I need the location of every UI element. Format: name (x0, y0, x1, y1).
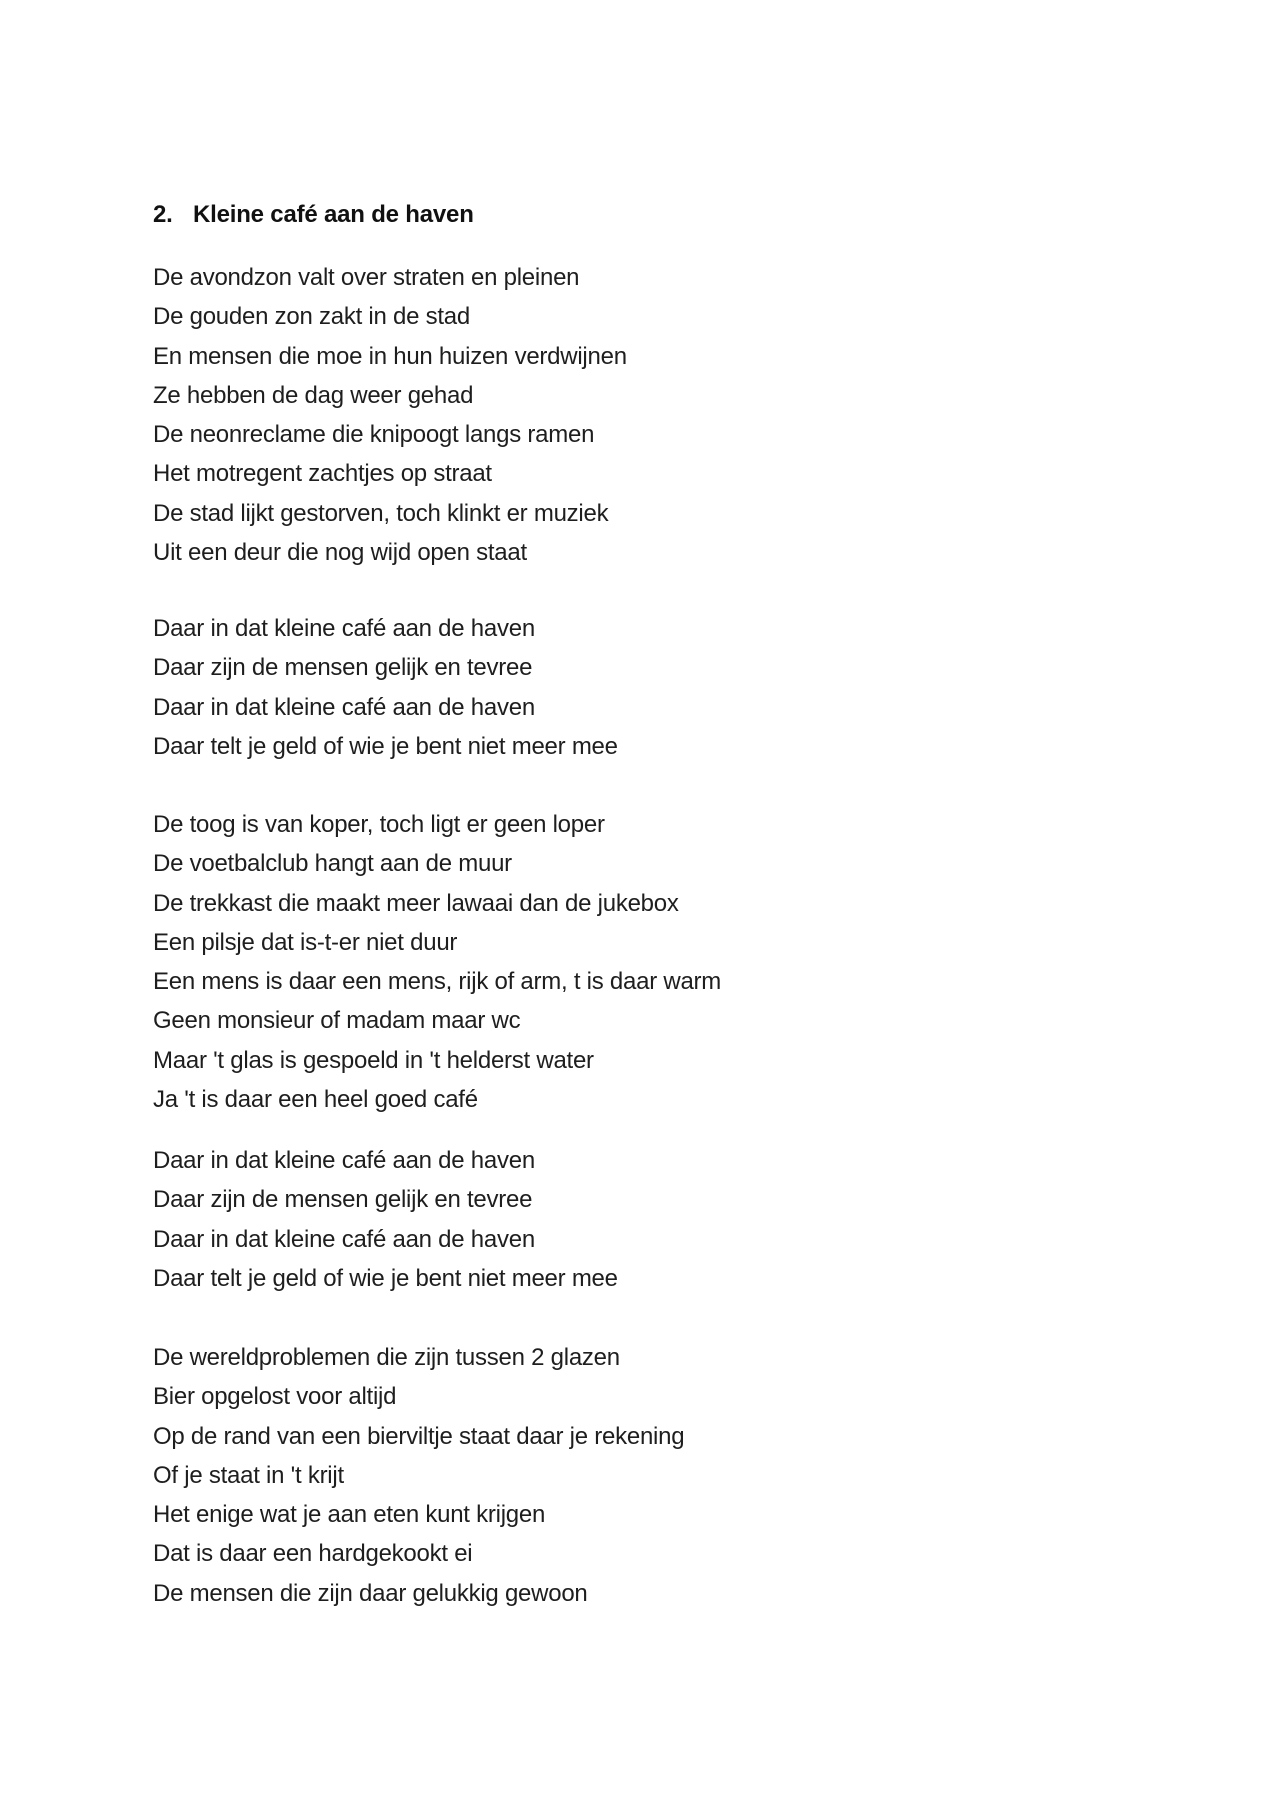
lyric-line: Daar telt je geld of wie je bent niet meer mee (153, 732, 618, 760)
lyric-line: Daar in dat kleine café aan de haven (153, 615, 535, 642)
lyric-line: Daar in dat kleine café aan de haven (153, 693, 535, 721)
lyric-line: Maar 't glas is gespoeld in 't helderst water (153, 1046, 594, 1074)
lyric-line: Geen monsieur of madam maar wc (153, 1007, 521, 1035)
song-title-heading (153, 195, 474, 234)
lyric-line: Daar zijn de mensen gelijk en tevree (153, 1186, 533, 1214)
lyric-line: Daar in dat kleine café aan de haven (153, 1225, 535, 1253)
lyric-line: Daar zijn de mensen gelijk en tevree (153, 654, 533, 682)
chorus-2 (153, 1141, 618, 1298)
lyric-line: De mensen die zijn daar gelukkig gewoon (153, 1579, 588, 1607)
lyric-line: Op de rand van een bierviltje staat daar je rekening (153, 1422, 685, 1450)
lyric-line: De toog is van koper, toch ligt er geen loper (153, 811, 605, 838)
lyric-line: Een mens is daar een mens, rijk of arm, t is daar warm (153, 968, 722, 996)
lyric-line: De neonreclame die knipoogt langs ramen (153, 421, 595, 449)
lyric-line: Het enige wat je aan eten kunt krijgen (153, 1501, 546, 1529)
lyric-line: Bier opgelost voor altijd (153, 1383, 397, 1411)
lyric-line: De voetbalclub hangt aan de muur (153, 850, 512, 878)
lyric-line: Ja 't is daar een heel goed café (153, 1086, 478, 1114)
lyric-line: Dat is daar een hardgekookt ei (153, 1540, 473, 1568)
verse-3 (153, 1338, 684, 1613)
lyric-line: Uit een deur die nog wijd open staat (153, 539, 527, 567)
chorus-1 (153, 609, 618, 766)
lyric-line: Of je staat in 't krijt (153, 1461, 344, 1489)
lyric-line: Ze hebben de dag weer gehad (153, 381, 474, 409)
song-title: Kleine café aan de haven (193, 201, 474, 228)
verse-1 (153, 258, 627, 572)
lyric-line: De avondzon valt over straten en pleinen (153, 264, 580, 291)
lyric-line: En mensen die moe in hun huizen verdwijnen (153, 342, 627, 370)
lyric-line: Het motregent zachtjes op straat (153, 460, 492, 488)
lyric-line: Een pilsje dat is-t-er niet duur (153, 928, 458, 956)
verse-2 (153, 805, 721, 1119)
lyric-line: Daar telt je geld of wie je bent niet meer mee (153, 1264, 618, 1292)
lyric-line: De stad lijkt gestorven, toch klinkt er muziek (153, 499, 609, 527)
lyric-line: Daar in dat kleine café aan de haven (153, 1147, 535, 1174)
lyric-line: De wereldproblemen die zijn tussen 2 glazen (153, 1344, 620, 1371)
lyric-line: De gouden zon zakt in de stad (153, 303, 470, 331)
song-number: 2. (153, 201, 173, 228)
lyric-line: De trekkast die maakt meer lawaai dan de jukebox (153, 889, 679, 917)
